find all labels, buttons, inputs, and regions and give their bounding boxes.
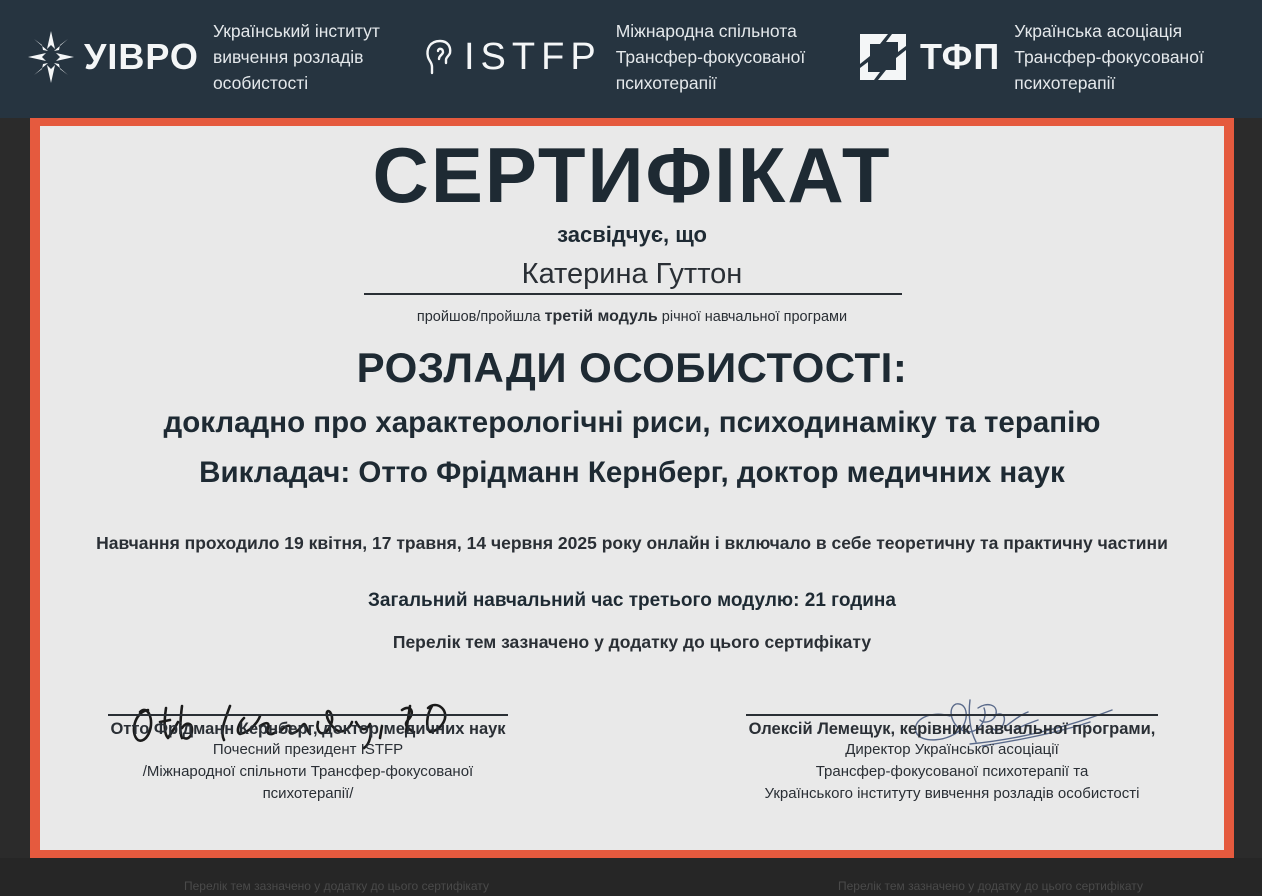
recipient-underline bbox=[364, 293, 902, 295]
course-title: РОЗЛАДИ ОСОБИСТОСТІ: bbox=[356, 344, 908, 391]
istfp-logo bbox=[424, 36, 602, 79]
background-strip-right bbox=[1234, 118, 1262, 896]
signer-role-line: психотерапії/ bbox=[262, 784, 354, 802]
star-burst-icon bbox=[26, 29, 76, 85]
desc-line: особистості bbox=[212, 73, 309, 93]
desc-line: Українська асоціація bbox=[1014, 21, 1183, 41]
signature-block-left bbox=[108, 714, 508, 805]
head-profile-icon bbox=[424, 37, 454, 77]
certificate-card bbox=[40, 126, 1224, 850]
desc-line: Трансфер-фокусованої bbox=[1014, 47, 1204, 67]
signer-name: Отто Фрідманн Кернберг, доктор медичних наук bbox=[110, 719, 506, 738]
certificate-title: СЕРТИФІКАТ bbox=[372, 131, 892, 219]
org-uivro bbox=[26, 18, 380, 96]
org-tfp bbox=[858, 18, 1204, 96]
certificate-header bbox=[0, 0, 1262, 118]
training-hours: Загальний навчальний час третього модулю: 21 година bbox=[368, 590, 896, 611]
certificate-frame bbox=[30, 118, 1234, 858]
signer-role-line: Трансфер-фокусованої психотерапії та bbox=[815, 762, 1089, 780]
org-istfp bbox=[424, 18, 805, 96]
tfp-abbr: ТФП bbox=[920, 36, 1001, 77]
training-dates: Навчання проходило 19 квітня, 17 травня, 14 червня 2025 року онлайн і включало в себе теоретичну та практичну частини bbox=[96, 533, 1168, 553]
interlock-square-icon bbox=[858, 32, 908, 82]
desc-line: Трансфер-фокусованої bbox=[615, 47, 806, 67]
teacher-line: Викладач: Отто Фрідманн Кернберг, доктор медичних наук bbox=[199, 456, 1065, 489]
background-ghost-text: Перелік тем зазначено у додатку до цього сертифікату bbox=[838, 879, 1143, 893]
signature-block-right bbox=[746, 714, 1158, 805]
uivro-logo bbox=[26, 29, 199, 85]
desc-line: Український інститут bbox=[212, 21, 380, 41]
background-ghost-text: Перелік тем зазначено у додатку до цього сертифікату bbox=[184, 879, 489, 893]
uivro-description bbox=[213, 18, 380, 96]
signature-line bbox=[108, 714, 508, 716]
istfp-abbr: ISTFP bbox=[464, 35, 602, 78]
uivro-abbr: УІВРО bbox=[84, 36, 199, 77]
desc-line: Міжнародна спільнота bbox=[615, 21, 797, 41]
completion-statement bbox=[40, 308, 1224, 326]
certifies-text: засвідчує, що bbox=[557, 222, 707, 247]
tfp-description bbox=[1014, 18, 1204, 96]
passed-module: третій модуль bbox=[544, 308, 658, 325]
desc-line: вивчення розладів bbox=[212, 47, 364, 67]
tfp-logo bbox=[858, 32, 1000, 82]
background-strip-left bbox=[0, 118, 30, 896]
passed-suffix: річної навчальної програми bbox=[661, 309, 848, 325]
signature-line bbox=[746, 714, 1158, 716]
signer-name: Олексій Лемещук, керівник навчальної програми, bbox=[748, 719, 1156, 738]
desc-line: психотерапії bbox=[615, 73, 717, 93]
signer-role-line: /Міжнародної спільноти Трансфер-фокусованої bbox=[142, 762, 474, 780]
passed-prefix: пройшов/пройшла bbox=[416, 309, 541, 325]
recipient-name: Катерина Гуттон bbox=[521, 258, 743, 290]
istfp-description bbox=[616, 18, 806, 96]
signer-role-line: Директор Української асоціації bbox=[845, 740, 1059, 758]
desc-line: психотерапії bbox=[1014, 73, 1116, 93]
signer-role-line: Почесний президент ISTFP bbox=[212, 740, 404, 758]
signer-role-line: Українського інституту вивчення розладів особистості bbox=[764, 784, 1140, 802]
topics-note: Перелік тем зазначено у додатку до цього сертифікату bbox=[392, 632, 872, 652]
course-subtitle: докладно про характерологічні риси, психодинаміку та терапію bbox=[163, 406, 1101, 439]
